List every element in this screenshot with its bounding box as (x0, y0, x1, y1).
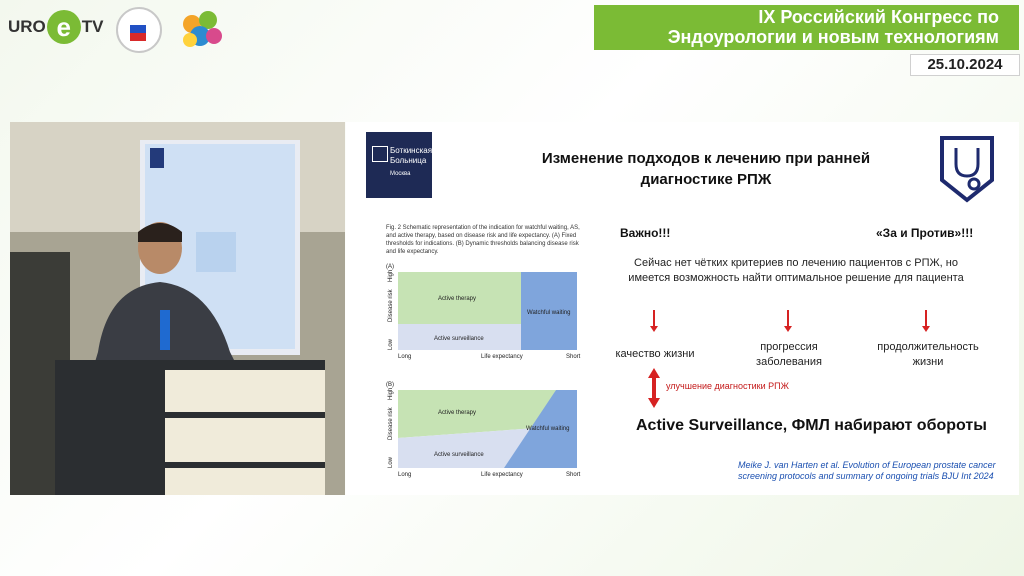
logo-uro-text: URO (8, 17, 46, 36)
y-high-label-b: High (388, 387, 394, 400)
pro-con-label: «За и Против»!!! (876, 226, 974, 240)
x-axis-label-b: Life expectancy (481, 472, 523, 478)
x-short-label: Short (566, 354, 581, 360)
factor-life-expectancy-line1: продолжительность (877, 341, 979, 353)
x-short-label-b: Short (566, 472, 581, 478)
figure-b-chart (386, 380, 581, 480)
presenter-video (10, 122, 345, 495)
logo-tv-text: TV (81, 17, 104, 36)
active-surveillance-label-b: Active surveillance (434, 452, 484, 458)
statement-line2: имеется возможность найти оптимальное решение для пациента (628, 272, 964, 284)
factor-progression-line2: заболевания (756, 356, 822, 368)
arrow-down-icon (653, 310, 655, 328)
active-therapy-label-b: Active therapy (438, 410, 477, 416)
watchful-waiting-label: Watchful waiting (527, 310, 571, 316)
slide-title-line1: Изменение подходов к лечению при ранней (541, 150, 871, 167)
x-long-label-b: Long (398, 472, 412, 478)
watchful-waiting-label-b: Watchful waiting (526, 426, 570, 432)
double-arrow-icon (648, 368, 660, 408)
factor-progression (734, 340, 844, 370)
factor-life-expectancy (866, 340, 990, 370)
active-therapy-label: Active therapy (438, 296, 477, 302)
figure-caption: Fig. 2 Schematic representation of the indication for watchful waiting, AS, and active therapy, based on disease risk and life expectancy. (A) Fixed thresholds for indications. (B) Dynamic thresholds balancing disease risk and life expectancy. (386, 225, 580, 255)
chart-a-label: (A) (386, 264, 394, 270)
x-axis-label: Life expectancy (481, 354, 523, 360)
congress-title-line1: IX Российский Конгресс по (758, 7, 999, 27)
y-low-label: Low (388, 338, 394, 350)
urotv-logo (8, 10, 104, 44)
improvement-note: улучшение диагностики РПЖ (666, 381, 789, 391)
congress-banner (594, 5, 1019, 50)
citation (738, 460, 1003, 482)
factor-life-expectancy-line2: жизни (912, 356, 944, 368)
society-emblem-icon (116, 7, 162, 53)
hospital-city: Москва (390, 171, 411, 177)
citation-line2: screening protocols and summary of ongoing trials BJU Int 2024 (738, 471, 994, 481)
cross-icon (372, 146, 388, 162)
botkin-hospital-logo (366, 132, 432, 198)
statement-line1: Сейчас нет чётких критериев по лечению пациентов с РПЖ, но (634, 257, 958, 269)
puzzle-health-logo-icon (178, 6, 226, 56)
slide-title-line2: диагностике РПЖ (640, 171, 772, 188)
slide-title (496, 148, 916, 190)
logo-e-icon: e (47, 10, 81, 44)
citation-line1: Meike J. van Harten et al. Evolution of European prostate cancer (738, 460, 996, 470)
presentation-slide (346, 122, 1019, 495)
chart-b-label: (B) (386, 382, 394, 388)
x-long-label: Long (398, 354, 412, 360)
factor-progression-line1: прогрессия (760, 341, 818, 353)
y-axis-label: Disease risk (388, 289, 394, 322)
active-surveillance-label: Active surveillance (434, 336, 484, 342)
shield-stethoscope-icon (938, 134, 996, 204)
y-low-label-b: Low (388, 456, 394, 468)
y-high-label: High (388, 269, 394, 282)
statement (596, 256, 996, 286)
congress-title-line2: Эндоурологии и новым технологиям (667, 27, 999, 47)
y-axis-label-b: Disease risk (388, 407, 394, 440)
hospital-name: Боткинская Больница (390, 146, 433, 165)
important-label: Важно!!! (620, 226, 671, 240)
date-badge: 25.10.2024 (910, 54, 1020, 76)
arrow-down-icon (787, 310, 789, 328)
arrow-down-icon (925, 310, 927, 328)
figure-a-chart (386, 262, 581, 362)
conclusion-text: Active Surveillance, ФМЛ набирают обороты (636, 417, 987, 434)
factor-quality-of-life: качество жизни (615, 348, 695, 360)
